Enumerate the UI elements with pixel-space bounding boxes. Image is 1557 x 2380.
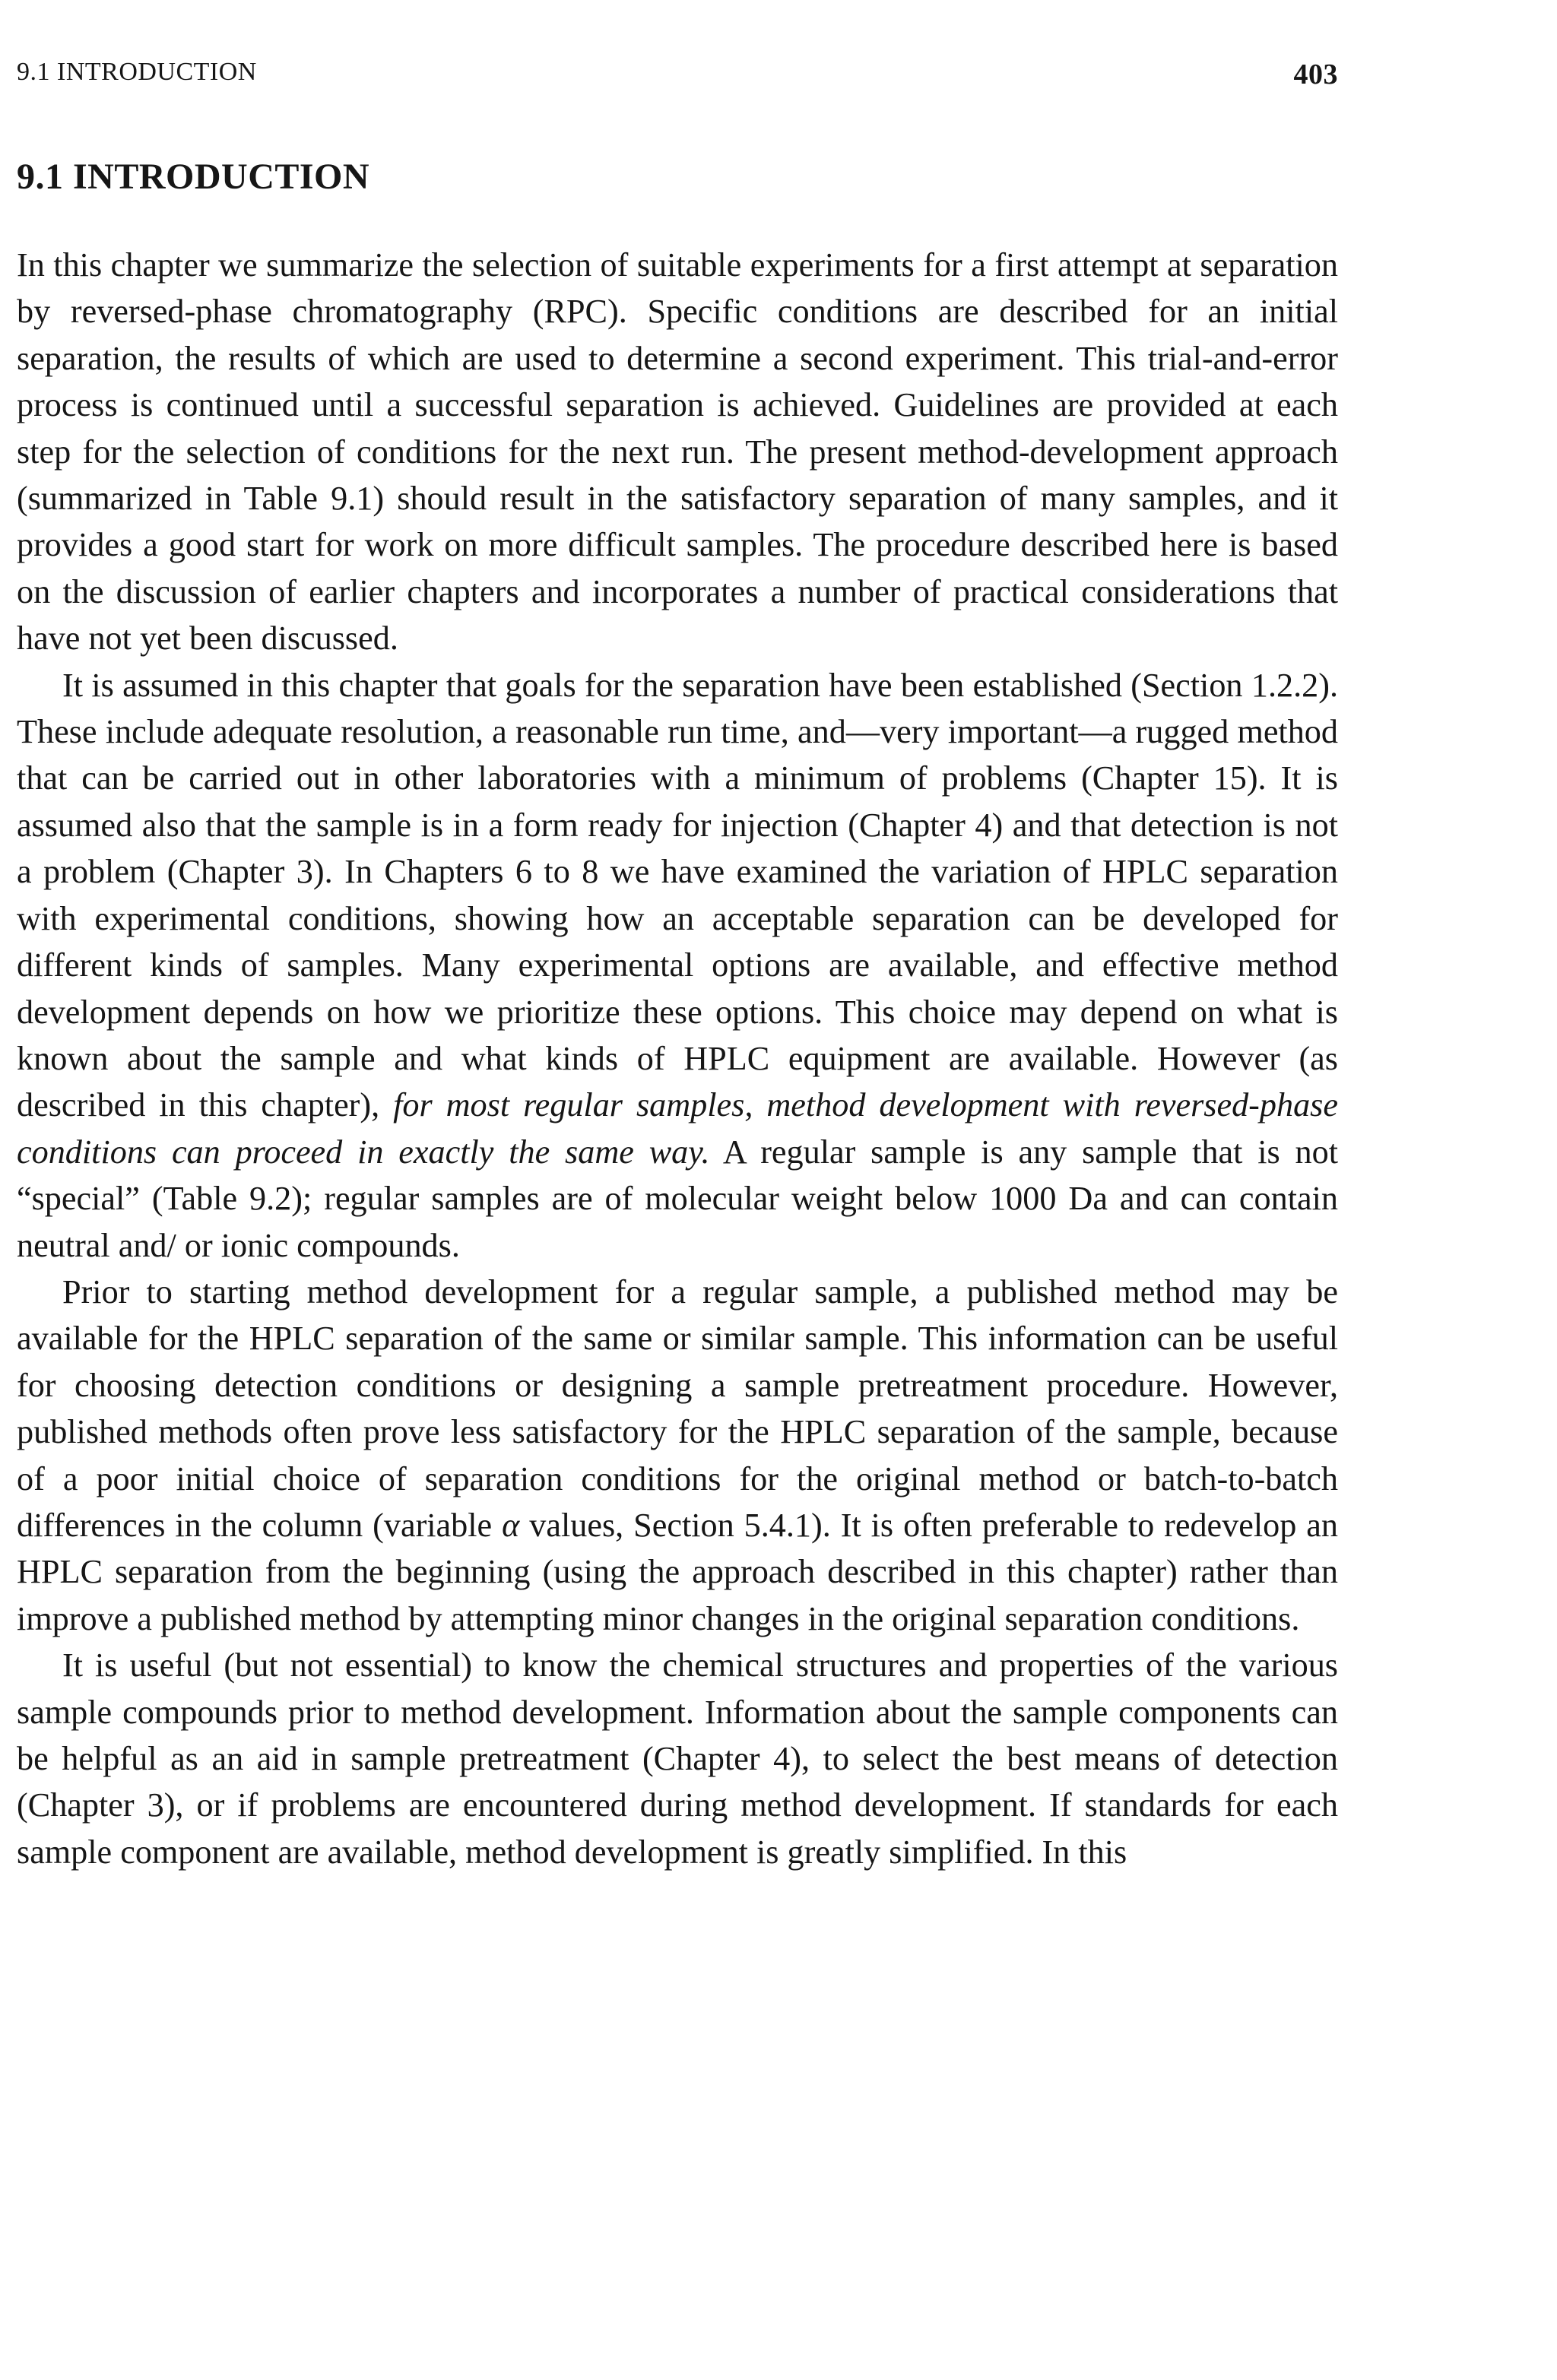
paragraph-text: A regular sample is any sample that is not “special” (Table 9.2); regular samples are of molecular weight below 1000 Da and can contain neutral and/ or ionic compounds.: [17, 1133, 1338, 1264]
paragraph: [17, 1269, 1338, 1642]
running-head-section: 9.1 INTRODUCTION: [17, 58, 257, 86]
section-heading: 9.1 INTRODUCTION: [17, 157, 370, 197]
alpha-symbol: α: [502, 1506, 520, 1544]
paragraph-text: Prior to starting method development for a regular sample, a published method may be available for the HPLC separation of the same or similar sample. This information can be useful for choosing detection conditions or designing a sample pretreatment procedure. However, published methods often prove less satisfactory for the HPLC separation of the sample, because of a poor initial choice of separation conditions for the original method or batch-to-batch differences in the column (variable: [17, 1272, 1338, 1544]
page-number: 403: [1293, 59, 1338, 90]
paragraph: [17, 1642, 1338, 1875]
paragraph-text: values, Section 5.4.1). It is often preferable to redevelop an HPLC separation from the beginning (using the approach described in this chapter) rather than improve a published method by attempting minor changes in the original separation conditions.: [17, 1506, 1338, 1637]
paragraph: [17, 242, 1338, 662]
running-head: [17, 58, 1338, 103]
paragraph-text: In this chapter we summarize the selection of suitable experiments for a first attempt at separation by reversed-phase chromatography (RPC). Specific conditions are described for an initial separation, the results of which are used to determine a second experiment. This trial-and-error process is continued until a successful separation is achieved. Guidelines are provided at each step for the selection of conditions for the next run. The present method-development approach (summarized in Table 9.1) should result in the satisfactory separation of many samples, and it provides a good start for work on more difficult samples. The procedure described here is based on the discussion of earlier chapters and incorporates a number of practical considerations that have not yet been discussed.: [17, 246, 1338, 658]
paragraph: [17, 662, 1338, 1269]
body-text: [17, 242, 1338, 1875]
paragraph-text: It is useful (but not essential) to know the chemical structures and properties of the various sample compounds prior to method development. Information about the sample components can be helpful as an aid in sample pretreatment (Chapter 4), to select the best means of detection (Chapter 3), or if problems are encountered during method development. If standards for each sample component are available, method development is greatly simplified. In this: [17, 1646, 1338, 1871]
paragraph-text: It is assumed in this chapter that goals for the separation have been established (Section 1.2.2). These include adequate resolution, a reasonable run time, and—very important—a rugged method that can be carried out in other laboratories with a minimum of problems (Chapter 15). It is assumed also that the sample is in a form ready for injection (Chapter 4) and that detection is not a problem (Chapter 3). In Chapters 6 to 8 we have examined the variation of HPLC separation with experimental conditions, showing how an acceptable separation can be developed for different kinds of samples. Many experimental options are available, and effective method development depends on how we prioritize these options. This choice may depend on what is known about the sample and what kinds of HPLC equipment are available. However (as described in this chapter),: [17, 666, 1338, 1124]
emphasis-text: for most regular samples, method development with reversed-phase conditions can proceed in exactly the same way.: [17, 1086, 1338, 1171]
